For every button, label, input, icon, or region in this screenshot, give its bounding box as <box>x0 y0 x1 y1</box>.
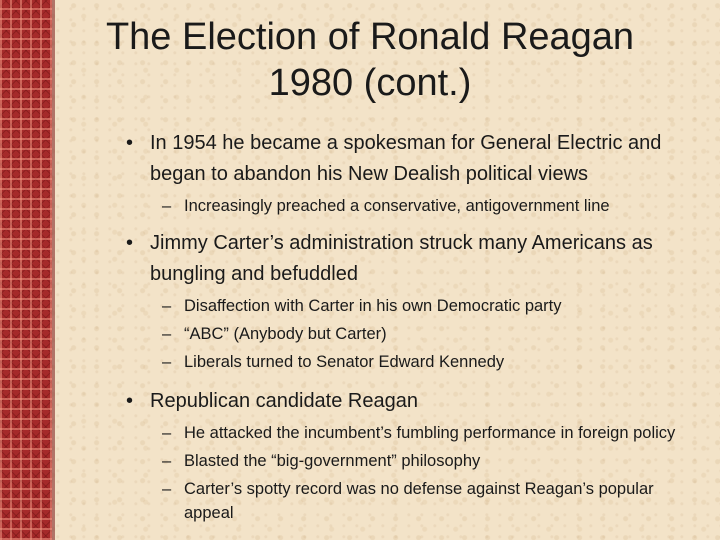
sub-text: Blasted the “big-government” philosophy <box>184 452 481 470</box>
bullet-item <box>124 386 699 417</box>
sub-item <box>162 350 699 374</box>
sub-item <box>162 449 699 473</box>
dash-icon: – <box>162 297 172 315</box>
bullet-icon: • <box>126 390 134 412</box>
title-line-2: 1980 (cont.) <box>268 62 472 104</box>
sub-list <box>162 294 699 374</box>
sub-item <box>162 194 699 218</box>
dash-icon: – <box>162 452 172 470</box>
sub-list <box>162 194 699 218</box>
decorative-side-band <box>0 0 52 540</box>
sub-text: Disaffection with Carter in his own Democratic party <box>184 297 562 315</box>
bullet-text: Jimmy Carter’s administration struck many Americans as bungling and befuddled <box>150 232 653 285</box>
dash-icon: – <box>162 353 172 371</box>
side-band-edge <box>52 0 55 540</box>
dash-icon: – <box>162 424 172 442</box>
sub-text: Carter’s spotty record was no defense against Reagan’s popular appeal <box>184 480 654 522</box>
sub-item <box>162 421 699 445</box>
bullet-icon: • <box>126 232 134 254</box>
sub-text: He attacked the incumbent’s fumbling performance in foreign policy <box>184 424 676 442</box>
dash-icon: – <box>162 480 172 498</box>
sub-list <box>162 421 699 525</box>
dash-icon: – <box>162 197 172 215</box>
bullet-icon: • <box>126 132 134 154</box>
sub-text: “ABC” (Anybody but Carter) <box>184 325 387 343</box>
bullet-item <box>124 228 699 290</box>
bullet-text: In 1954 he became a spokesman for General Electric and began to abandon his New Dealish political views <box>150 132 662 185</box>
slide-title <box>70 14 670 106</box>
slide-content <box>124 128 699 529</box>
bullet-item <box>124 128 699 190</box>
sub-item <box>162 477 699 525</box>
dash-icon: – <box>162 325 172 343</box>
sub-item <box>162 294 699 318</box>
sub-text: Liberals turned to Senator Edward Kennedy <box>184 353 505 371</box>
sub-text: Increasingly preached a conservative, antigovernment line <box>184 197 610 215</box>
sub-item <box>162 322 699 346</box>
title-line-1: The Election of Ronald Reagan <box>105 16 635 58</box>
bullet-text: Republican candidate Reagan <box>150 390 418 412</box>
